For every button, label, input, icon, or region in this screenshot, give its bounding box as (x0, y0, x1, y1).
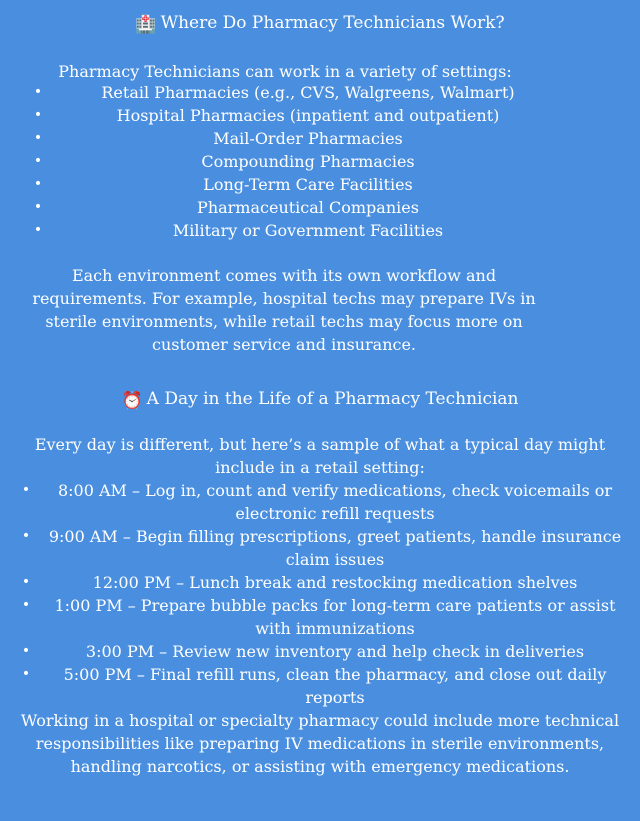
bullet-icon: • (33, 199, 43, 215)
bullet-icon: • (33, 176, 43, 192)
list-item: • Retail Pharmacies (e.g., CVS, Walgreens, Walmart) (28, 81, 568, 104)
bullet-icon: • (21, 528, 31, 544)
day-closing: Working in a hospital or specialty pharmacy could include more technical responsibilities like preparing IV medications in sterile environments, handling narcotics, or assisting with emergency medications. (20, 711, 620, 776)
day-intro: Every day is different, but here’s a sample of what a typical day might include in a retail setting: (34, 435, 606, 477)
bullet-icon: • (33, 84, 43, 100)
list-item: • 3:00 PM – Review new inventory and help check in deliveries (16, 640, 630, 663)
list-item: • Mail-Order Pharmacies (28, 127, 568, 150)
bullet-icon: • (21, 482, 31, 498)
section-heading-day (0, 388, 640, 412)
bullet-icon: • (21, 574, 31, 590)
bullet-icon: • (33, 153, 43, 169)
bullet-icon: • (21, 597, 31, 613)
day-schedule-list (16, 479, 630, 709)
list-item: • 8:00 AM – Log in, count and verify medications, check voicemails or electronic refill requests (16, 479, 630, 525)
list-item: • 9:00 AM – Begin filling prescriptions, greet patients, handle insurance claim issues (16, 525, 630, 571)
section-title: Where Do Pharmacy Technicians Work? (160, 13, 505, 33)
list-item: • 1:00 PM – Prepare bubble packs for long-term care patients or assist with immunizations (16, 594, 630, 640)
section-title: A Day in the Life of a Pharmacy Technician (146, 389, 519, 409)
alarm-clock-icon: ⏰ (121, 391, 143, 411)
list-item: • Compounding Pharmacies (28, 150, 568, 173)
bullet-icon: • (33, 222, 43, 238)
bullet-icon: • (33, 107, 43, 123)
section-heading-workplaces (0, 12, 640, 36)
list-item: • 5:00 PM – Final refill runs, clean the pharmacy, and close out daily reports (16, 663, 630, 709)
hospital-icon: 🏥 (135, 15, 157, 35)
list-item: • 12:00 PM – Lunch break and restocking medication shelves (16, 571, 630, 594)
bullet-icon: • (21, 643, 31, 659)
workplaces-closing: Each environment comes with its own workflow and requirements. For example, hospital techs may prepare IVs in sterile environments, while retail techs may focus more on customer service and insurance. (32, 266, 536, 354)
list-item: • Pharmaceutical Companies (28, 196, 568, 219)
list-item: • Military or Government Facilities (28, 219, 568, 242)
bullet-icon: • (21, 666, 31, 682)
list-item: • Hospital Pharmacies (inpatient and outpatient) (28, 104, 568, 127)
workplaces-list (28, 81, 568, 242)
list-item: • Long-Term Care Facilities (28, 173, 568, 196)
bullet-icon: • (33, 130, 43, 146)
workplaces-intro: Pharmacy Technicians can work in a variety of settings: (58, 62, 512, 81)
